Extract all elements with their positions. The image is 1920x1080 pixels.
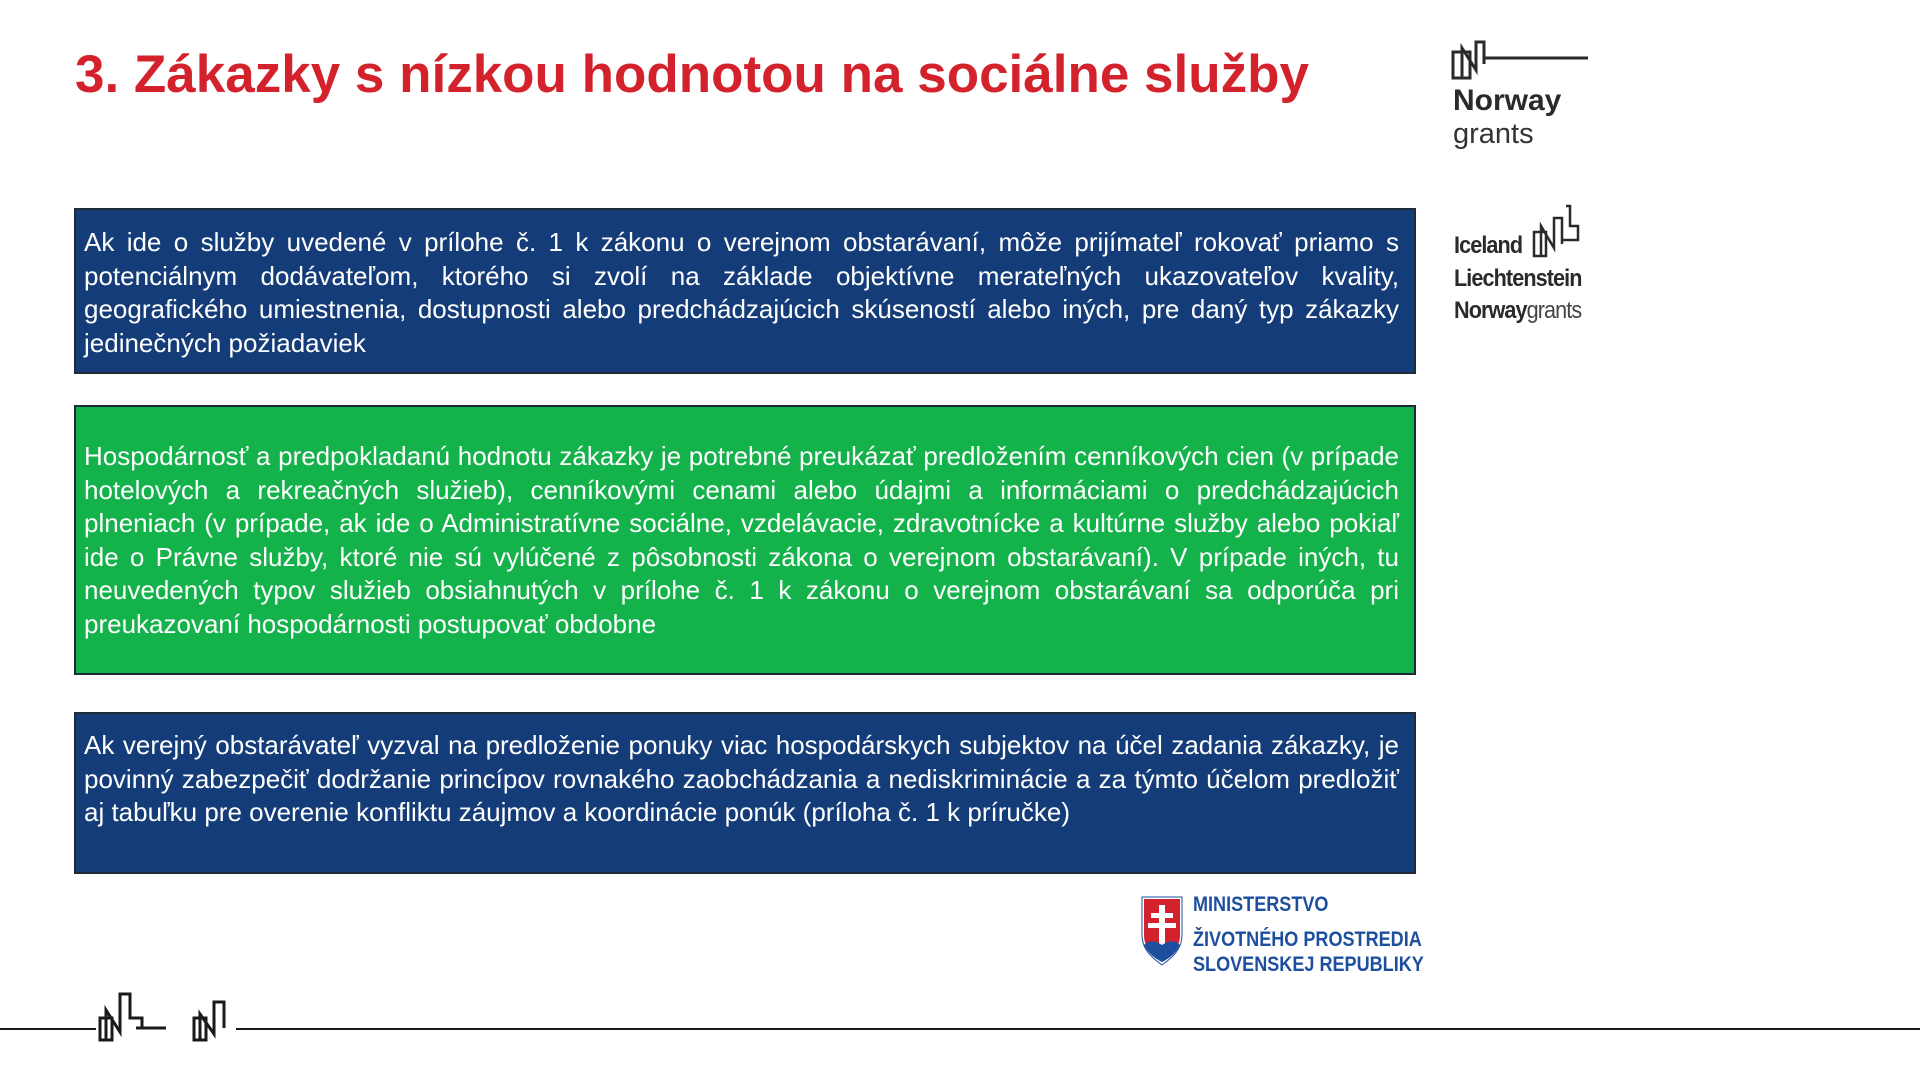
ministry-line-2: ŽIVOTNÉHO PROSTREDIA [1193, 928, 1422, 951]
eea-norway-grants [1454, 296, 1581, 326]
slovak-coat-of-arms-icon [1140, 895, 1184, 967]
ministry-line-1: MINISTERSTVO [1193, 893, 1329, 916]
eea-grants-icon [1532, 204, 1584, 260]
footer-grants-mark-icon [96, 988, 236, 1044]
info-box-cost-effectiveness: Hospodárnosť a predpokladanú hodnotu zákazky je potrebné preukázať predložením cenníkových cien (v prípade hotelových a rekreačných služieb), cenníkovými cenami alebo údajmi a informáciami o predchádzajúcich plneniach (v prípade, ak ide o Administratívne sociálne, vzdelávacie, zdravotnícke a kultúrne služby alebo pokiaľ ide o Právne služby, ktoré nie sú vylúčené z pôsobnosti zákona o verejnom obstarávaní). V prípade iných, tu neuvedených typov služieb obsiahnutých v prílohe č. 1 k zákonu o verejnom obstarávaní sa odporúča pri preukazovaní hospodárnosti postupovať obdobne [74, 405, 1416, 675]
norway-grants-logo [1450, 38, 1590, 150]
ministry-logo [1140, 893, 1430, 983]
eea-grants-logo [1452, 204, 1602, 334]
norway-grants-icon [1450, 38, 1590, 84]
eea-iceland: Iceland [1454, 232, 1523, 259]
eea-liechtenstein: Liechtenstein [1454, 265, 1582, 292]
eea-grants: grants [1526, 297, 1582, 324]
slide-title: 3. Zákazky s nízkou hodnotou na sociálne služby [75, 45, 1309, 104]
norway-grants-word: Norway [1453, 84, 1562, 117]
footer-divider [0, 1028, 1920, 1030]
eea-norway: Norway [1454, 297, 1527, 324]
norway-grants-subword: grants [1453, 118, 1534, 150]
info-box-direct-negotiation: Ak ide o služby uvedené v prílohe č. 1 k zákonu o verejnom obstarávaní, môže prijímateľ rokovať priamo s potenciálnym dodávateľom, ktorého si zvolí na základe objektívne merateľných ukazovateľov kvality, geografického umiestnenia, dostupnosti alebo predchádzajúcich skúseností alebo iných, pre daný typ zákazky jedinečných požiadaviek [74, 208, 1416, 374]
info-box-equal-treatment: Ak verejný obstarávateľ vyzval na predloženie ponuky viac hospodárskych subjektov na účel zadania zákazky, je povinný zabezpečiť dodržanie princípov rovnakého zaobchádzania a nediskriminácie a za týmto účelom predložiť aj tabuľku pre overenie konfliktu záujmov a koordinácie ponúk (príloha č. 1 k príručke) [74, 712, 1416, 874]
ministry-line-3: SLOVENSKEJ REPUBLIKY [1193, 953, 1424, 976]
